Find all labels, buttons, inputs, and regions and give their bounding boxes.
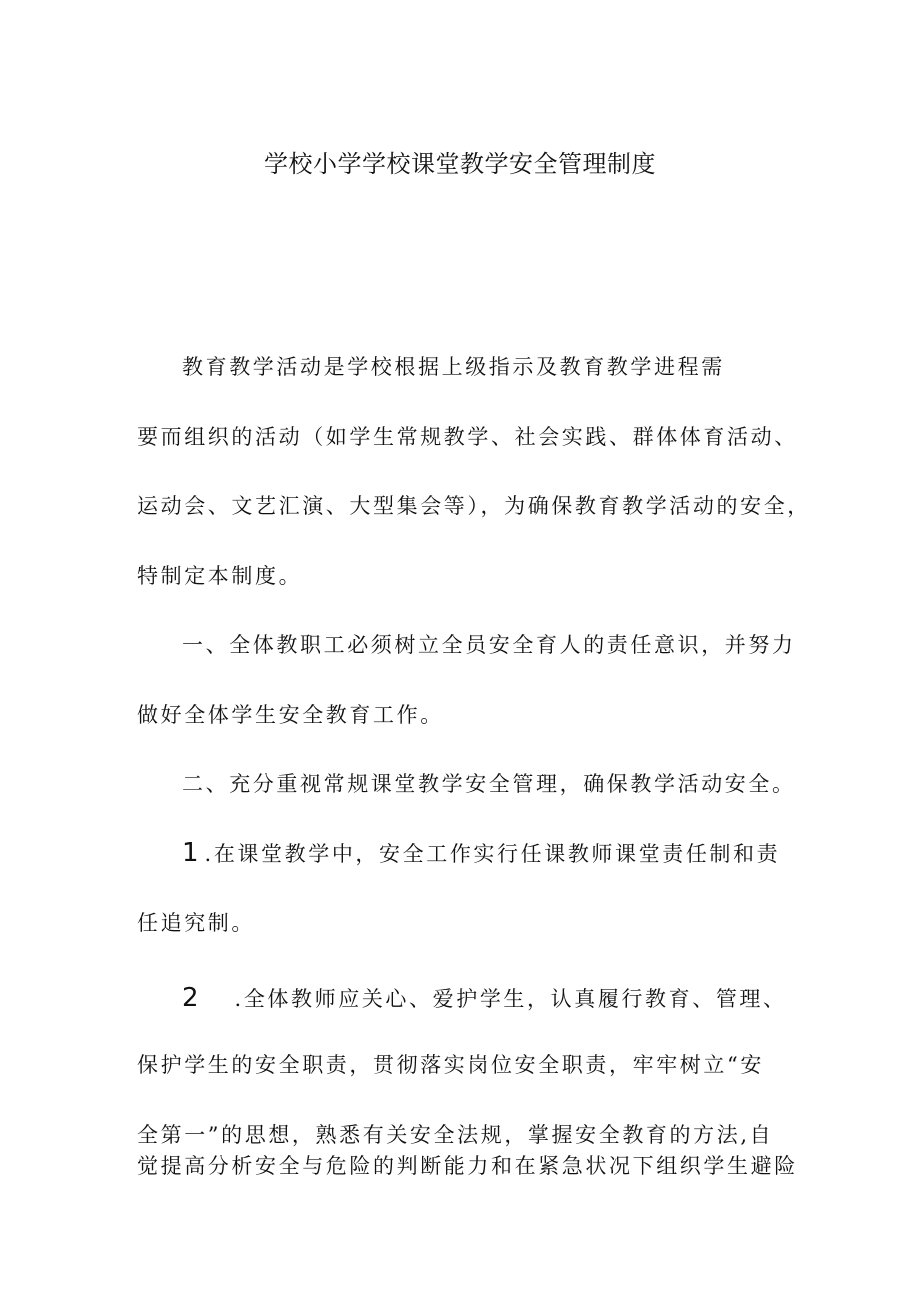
paragraph-line: 一、全体教职工必须树立全员安全育人的责任意识，并努力: [182, 633, 796, 657]
paragraph-line: 特制定本制度。: [137, 564, 303, 588]
paragraph-line: 二、充分重视常规课堂教学安全管理，确保教学活动安全。: [182, 772, 796, 796]
paragraph-line: 要而组织的活动（如学生常规教学、社会实践、群体体育活动、: [137, 425, 798, 449]
paragraph-line: 教育教学活动是学校根据上级指示及教育教学进程需: [182, 355, 725, 379]
paragraph-line: 觉提高分析安全与危险的判断能力和在紧急状况下组织学生避险: [137, 1154, 798, 1178]
item-number: 2: [182, 983, 199, 1013]
paragraph-line: 做好全体学生安全教育工作。: [137, 703, 444, 727]
item-number: 1: [182, 838, 199, 868]
paragraph-line: 任追究制。: [137, 911, 255, 935]
item-text: .全体教师应关心、爱护学生，认真履行教育、管理、: [234, 987, 787, 1011]
paragraph-line: 保护学生的安全职责，贯彻落实岗位安全职责，牢牢树立“安: [137, 1053, 764, 1077]
paragraph-line: 全第一”的思想，熟悉有关安全法规，掌握安全教育的方法,自: [137, 1123, 774, 1147]
numbered-item-line: [182, 840, 780, 866]
numbered-item-line: [182, 985, 787, 1011]
item-text: .在课堂教学中，安全工作实行任课教师课堂责任制和责: [204, 842, 781, 866]
paragraph-line: 运动会、文艺汇演、大型集会等），为确保教育教学活动的安全，: [137, 494, 811, 518]
document-title: 学校小学学校课堂教学安全管理制度: [264, 150, 656, 178]
